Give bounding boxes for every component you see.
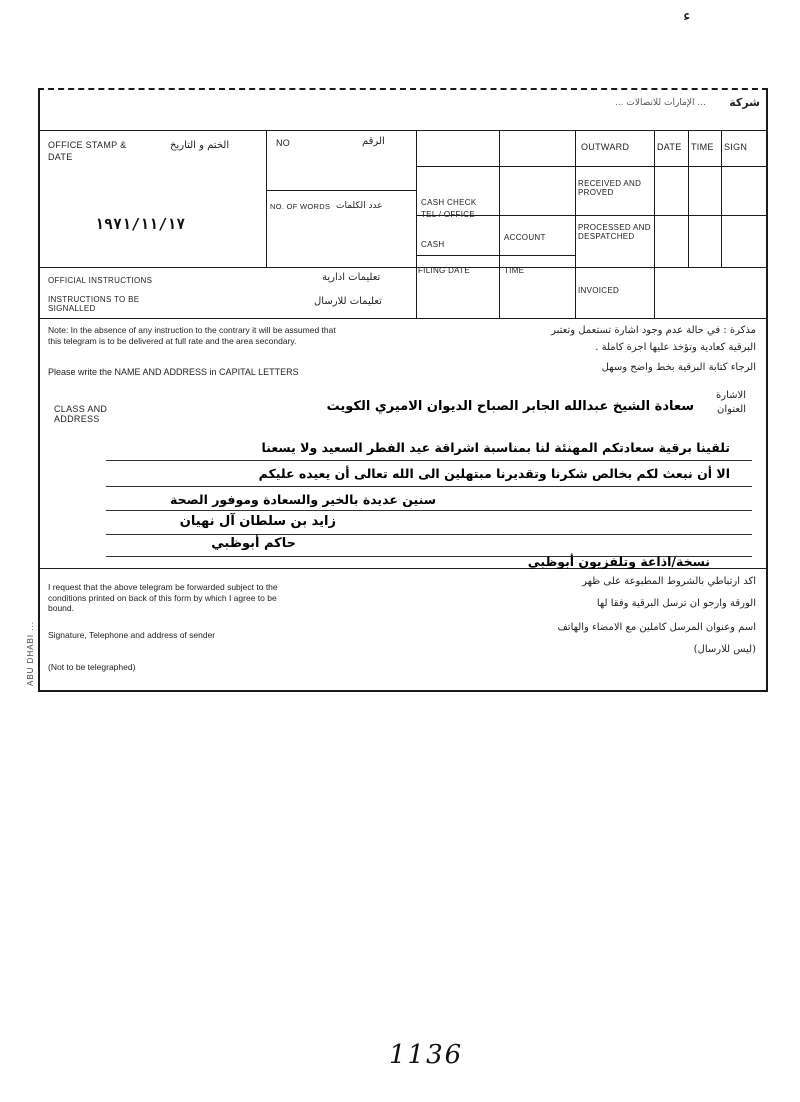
rule-v1 <box>266 130 267 268</box>
received-label: RECEIVED AND PROVED <box>578 179 642 198</box>
filing-date-label: FILING DATE <box>418 266 471 275</box>
company-name-arabic-rest: ... الإمارات للاتصالات ... <box>614 98 706 108</box>
note-arabic-2: البرقية كعادية وتؤخذ عليها اجرة كاملة . <box>595 342 756 353</box>
time-label: TIME <box>504 266 525 275</box>
date-label: DATE <box>48 152 73 162</box>
message-rule-1 <box>106 460 752 461</box>
message-rule-2 <box>106 486 752 487</box>
outward-date-label: DATE <box>657 142 682 152</box>
request-arabic-3: اسم وعنوان المرسل كاملين مع الامضاء والهاتف <box>557 622 756 633</box>
company-name-arabic: شركة <box>729 96 760 109</box>
note-arabic-3: الرجاء كتابة البرقية بخط واضح وسهل <box>601 362 756 373</box>
cash-label: CASH <box>421 240 445 249</box>
telegram-form <box>26 88 768 692</box>
not-telegraphed: (Not to be telegraphed) <box>48 662 136 672</box>
words-label: NO. OF WORDS <box>270 202 331 211</box>
rule-v4 <box>575 130 576 318</box>
official-instructions-label: OFFICIAL INSTRUCTIONS <box>48 276 153 285</box>
signature-title: حاكم أبوظبي <box>211 536 296 551</box>
message-rule-3 <box>106 510 752 511</box>
rule-v7 <box>721 130 722 268</box>
outward-time-label: TIME <box>691 142 714 152</box>
no-arabic: الرقم <box>362 136 385 147</box>
request-arabic-2: الورقة وارجو ان ترسل البرقية وفقا لها <box>596 598 756 609</box>
to-be-signalled-arabic: تعليمات للارسال <box>314 296 382 307</box>
rule-v6 <box>688 130 689 268</box>
no-label: NO <box>276 138 291 148</box>
copy-line: نسخة/اذاعة وتلفزيون أبوظبي <box>527 554 710 569</box>
side-text: ABU DHABI ... <box>26 620 35 686</box>
page-number: 1136 <box>389 1040 464 1070</box>
account-label: ACCOUNT <box>504 233 546 242</box>
class-address-arabic-2: العنوان <box>717 404 746 415</box>
rule-instructions <box>40 267 766 268</box>
class-address-arabic-1: الاشارة <box>716 390 746 401</box>
request-text: I request that the above telegram be forwarded subject to the conditions printed on back of this form by which I agree to be bound. <box>48 582 278 614</box>
class-address-label: CLASS AND ADDRESS <box>54 404 108 425</box>
tel-office-label: TEL / OFFICE <box>421 210 475 219</box>
capital-letters-note: Please write the NAME AND ADDRESS in CAPITAL LETTERS <box>48 367 299 377</box>
request-arabic-1: اكد ارتباطي بالشروط المطبوعة على ظهر <box>582 576 756 587</box>
message-line-3: سنين عديدة بالخير والسعادة وموفور الصحة <box>170 492 436 507</box>
words-arabic: عدد الكلمات <box>336 201 383 211</box>
message-line-2: الا أن نبعث لكم بخالص شكرنا وتقديرنا مبتهلين الى الله تعالى أن يعيده عليكم <box>258 466 730 481</box>
corner-mark: ﺀ <box>683 6 691 25</box>
message-line-1: تلقينا برقية سعادتكم المهنئة لنا بمناسبة اشراقة عيد الفطر السعيد ولا يسعنا <box>261 440 730 455</box>
office-stamp-arabic: الختم و التاريخ <box>170 140 230 151</box>
message-address: سعادة الشيخ عبدالله الجابر الصباح الديوان الاميري الكويت <box>326 399 694 414</box>
cash-check-label: CASH CHECK <box>421 198 477 207</box>
note-text: Note: In the absence of any instruction to the contrary it will be assumed that this telegram is to be delivered at full rate and the area secondary. <box>48 325 336 346</box>
rule-v3 <box>499 130 500 318</box>
rule-h-filing <box>416 255 575 256</box>
rule-h-col <box>416 166 575 167</box>
rule-top <box>40 130 766 131</box>
request-arabic-4: (ليس للارسال) <box>693 644 756 655</box>
outward-label: OUTWARD <box>581 142 630 152</box>
signature-name: زايد بن سلطان آل نهيان <box>179 514 336 529</box>
official-instructions-arabic: تعليمات ادارية <box>322 272 381 283</box>
invoiced-label: INVOICED <box>578 286 620 295</box>
outward-sign-label: SIGN <box>724 142 748 152</box>
rule-h-words <box>266 190 416 191</box>
message-rule-4 <box>106 534 752 535</box>
rule-h-out <box>575 166 766 167</box>
rule-v2 <box>416 130 417 318</box>
office-stamp-label: OFFICE STAMP & <box>48 140 127 150</box>
stamp-date: ١٩٧١/١١/١٧ <box>95 215 186 233</box>
signature-label: Signature, Telephone and address of sender <box>48 630 216 640</box>
rule-header-bottom <box>40 318 766 319</box>
note-arabic-1: مذكرة : في حالة عدم وجود اشارة تستعمل وتعتبر <box>551 325 756 336</box>
processed-label: PROCESSED AND DESPATCHED <box>578 223 651 242</box>
to-be-signalled-label: INSTRUCTIONS TO BE SIGNALLED <box>48 295 140 314</box>
rule-v5 <box>654 130 655 318</box>
